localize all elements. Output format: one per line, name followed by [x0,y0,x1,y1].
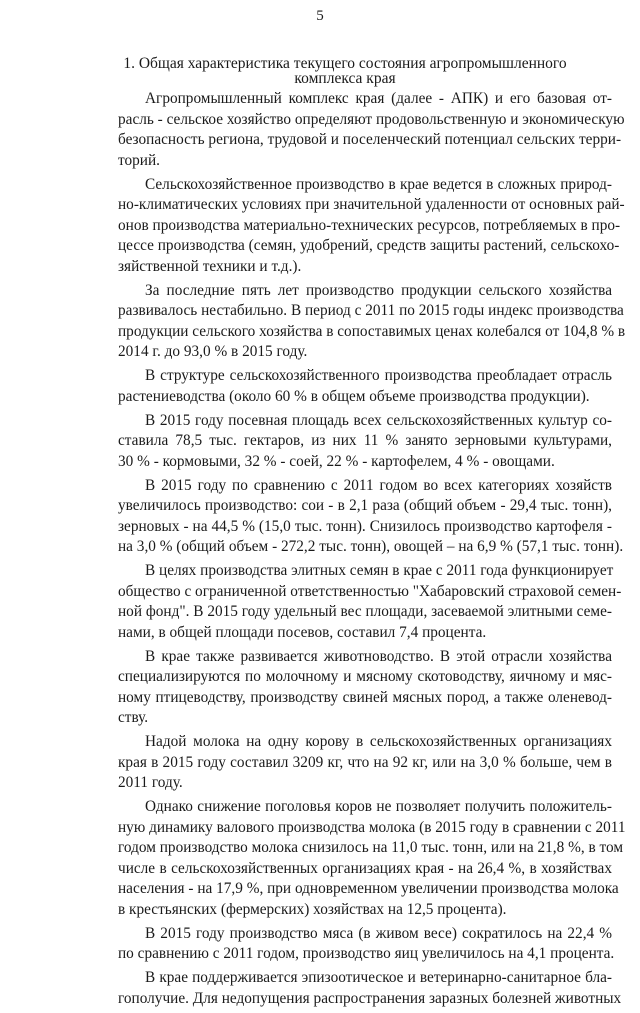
paragraph-line: но-климатических условиях при значительной удаленности от основных рай- [118,196,625,213]
paragraph [118,647,612,729]
paragraph-line: в крестьянских (фермерских) хозяйствах на 12,5 процента). [118,900,507,918]
paragraph [118,476,624,558]
paragraph-line: зяйственной техники и т.д.). [118,257,302,275]
paragraph-line: 30 % - кормовыми, 32 % - соей, 22 % - картофелем, 4 % - овощами. [118,452,555,470]
paragraph-line: годом производство молока снизилось на 11,0 тыс. тонн, или на 21,8 %, в том [118,839,624,856]
paragraph-line: Надой молока на одну корову в сельскохозяйственных организациях [145,733,612,750]
paragraph [118,924,615,965]
paragraph-line: населения - на 17,9 %, при одновременном увеличении производства молока [118,880,619,897]
paragraph-line: В крае также развивается животноводство. В этой отрасли хозяйства [145,647,612,665]
paragraph-line: по сравнению с 2011 годом, производство яиц увеличилось на 4,1 процента. [118,945,615,962]
paragraph-line: В структуре сельскохозяйственного производства преобладает отрасль [145,367,612,384]
body-text [118,89,626,1013]
paragraph-line: гополучие. Для недопущения распространения заразных болезней животных [118,989,622,1007]
paragraph-line: торий. [118,151,160,169]
paragraph-line: края в 2015 году составил 3209 кг, что на 92 кг, или на 3,0 % больше, чем в [118,753,612,771]
paragraph-line: 2014 г. до 93,0 % в 2015 году. [118,343,308,360]
paragraph [118,411,612,473]
paragraph [118,732,612,794]
paragraph-line: 2011 году. [118,774,183,791]
paragraph-line: развивалось нестабильно. В период с 2011 по 2015 годы индекс производства [118,302,624,319]
section-heading-line-1: 1. Общая характеристика текущего состояния агропромышленного [123,55,567,72]
paragraph-line: В целях производства элитных семян в крае с 2011 года функционирует [145,562,614,579]
paragraph [118,281,626,363]
paragraph-line: числе в сельскохозяйственных организациях края - на 26,4 %, в хозяйствах [118,859,612,877]
paragraph [118,968,622,1009]
paragraph [118,175,625,278]
paragraph [118,366,612,407]
paragraph-line: ному птицеводству, производству свиней мясных пород, а также оленевод- [118,688,612,706]
paragraph-line: В 2015 году по сравнению с 2011 годом во всех категориях хозяйств [145,476,612,494]
paragraph-line: растениеводства (около 60 % в общем объеме производства продукции). [118,387,590,405]
paragraph-line: общество с ограниченной ответственностью "Хабаровский страховой семен- [118,582,622,600]
paragraph [118,797,626,920]
paragraph-line: В 2015 году посевная площадь всех сельскохозяйственных культур со- [145,411,612,429]
page-number: 5 [316,8,324,24]
paragraph-line: расль - сельское хозяйство определяют продовольственную и экономическую [118,110,625,128]
paragraph-line: продукции сельского хозяйства в сопоставимых ценах колебался от 104,8 % в [118,322,626,340]
paragraph [118,561,622,643]
paragraph-line: на 3,0 % (общий объем - 272,2 тыс. тонн), овощей – на 6,9 % (57,1 тыс. тонн). [118,538,624,555]
paragraph-line: ной фонд". В 2015 году удельный вес площади, засеваемой элитными семе- [118,603,612,620]
paragraph [118,89,625,171]
paragraph-line: ставила 78,5 тыс. гектаров, из них 11 % занято зерновыми культурами, [118,432,612,449]
paragraph-line: ную динамику валового производства молока (в 2015 году в сравнении с 2011 [118,818,626,836]
paragraph-line: ству. [118,709,149,726]
paragraph-line: нами, в общей площади посевов, составил 7,4 процента. [118,623,487,641]
paragraph-line: безопасность региона, трудовой и поселенческий потенциал сельских терри- [118,131,622,148]
paragraph-line: Однако снижение поголовья коров не позволяет получить положитель- [145,798,612,815]
paragraph-line: В крае поддерживается эпизоотическое и ветеринарно-санитарное бла- [145,969,612,986]
paragraph-line: зерновых - на 44,5 % (15,0 тыс. тонн). Снизилось производство картофеля - [118,517,612,535]
paragraph-line: В 2015 году производство мяса (в живом весе) сократилось на 22,4 % [145,924,612,942]
paragraph-line: Агропромышленный комплекс края (далее - АПК) и его базовая от- [145,90,612,107]
section-heading [110,56,580,86]
paragraph-line: увеличилось производство: сои - в 2,1 раза (общий объем - 29,4 тыс. тонн), [118,497,612,514]
section-heading-line-2: комплекса края [294,70,396,87]
paragraph-line: цессе производства (семян, удобрений, средств защиты растений, сельскохо- [118,237,620,254]
paragraph-line: онов производства материально-технических ресурсов, потребляемых в про- [118,216,621,234]
paragraph-line: специализируются по молочному и мясному скотоводству, яичному и мяс- [118,668,612,685]
paragraph-line: За последние пять лет производство продукции сельского хозяйства [145,281,612,299]
paragraph-line: Сельскохозяйственное производство в крае ведется в сложных природ- [145,175,612,193]
